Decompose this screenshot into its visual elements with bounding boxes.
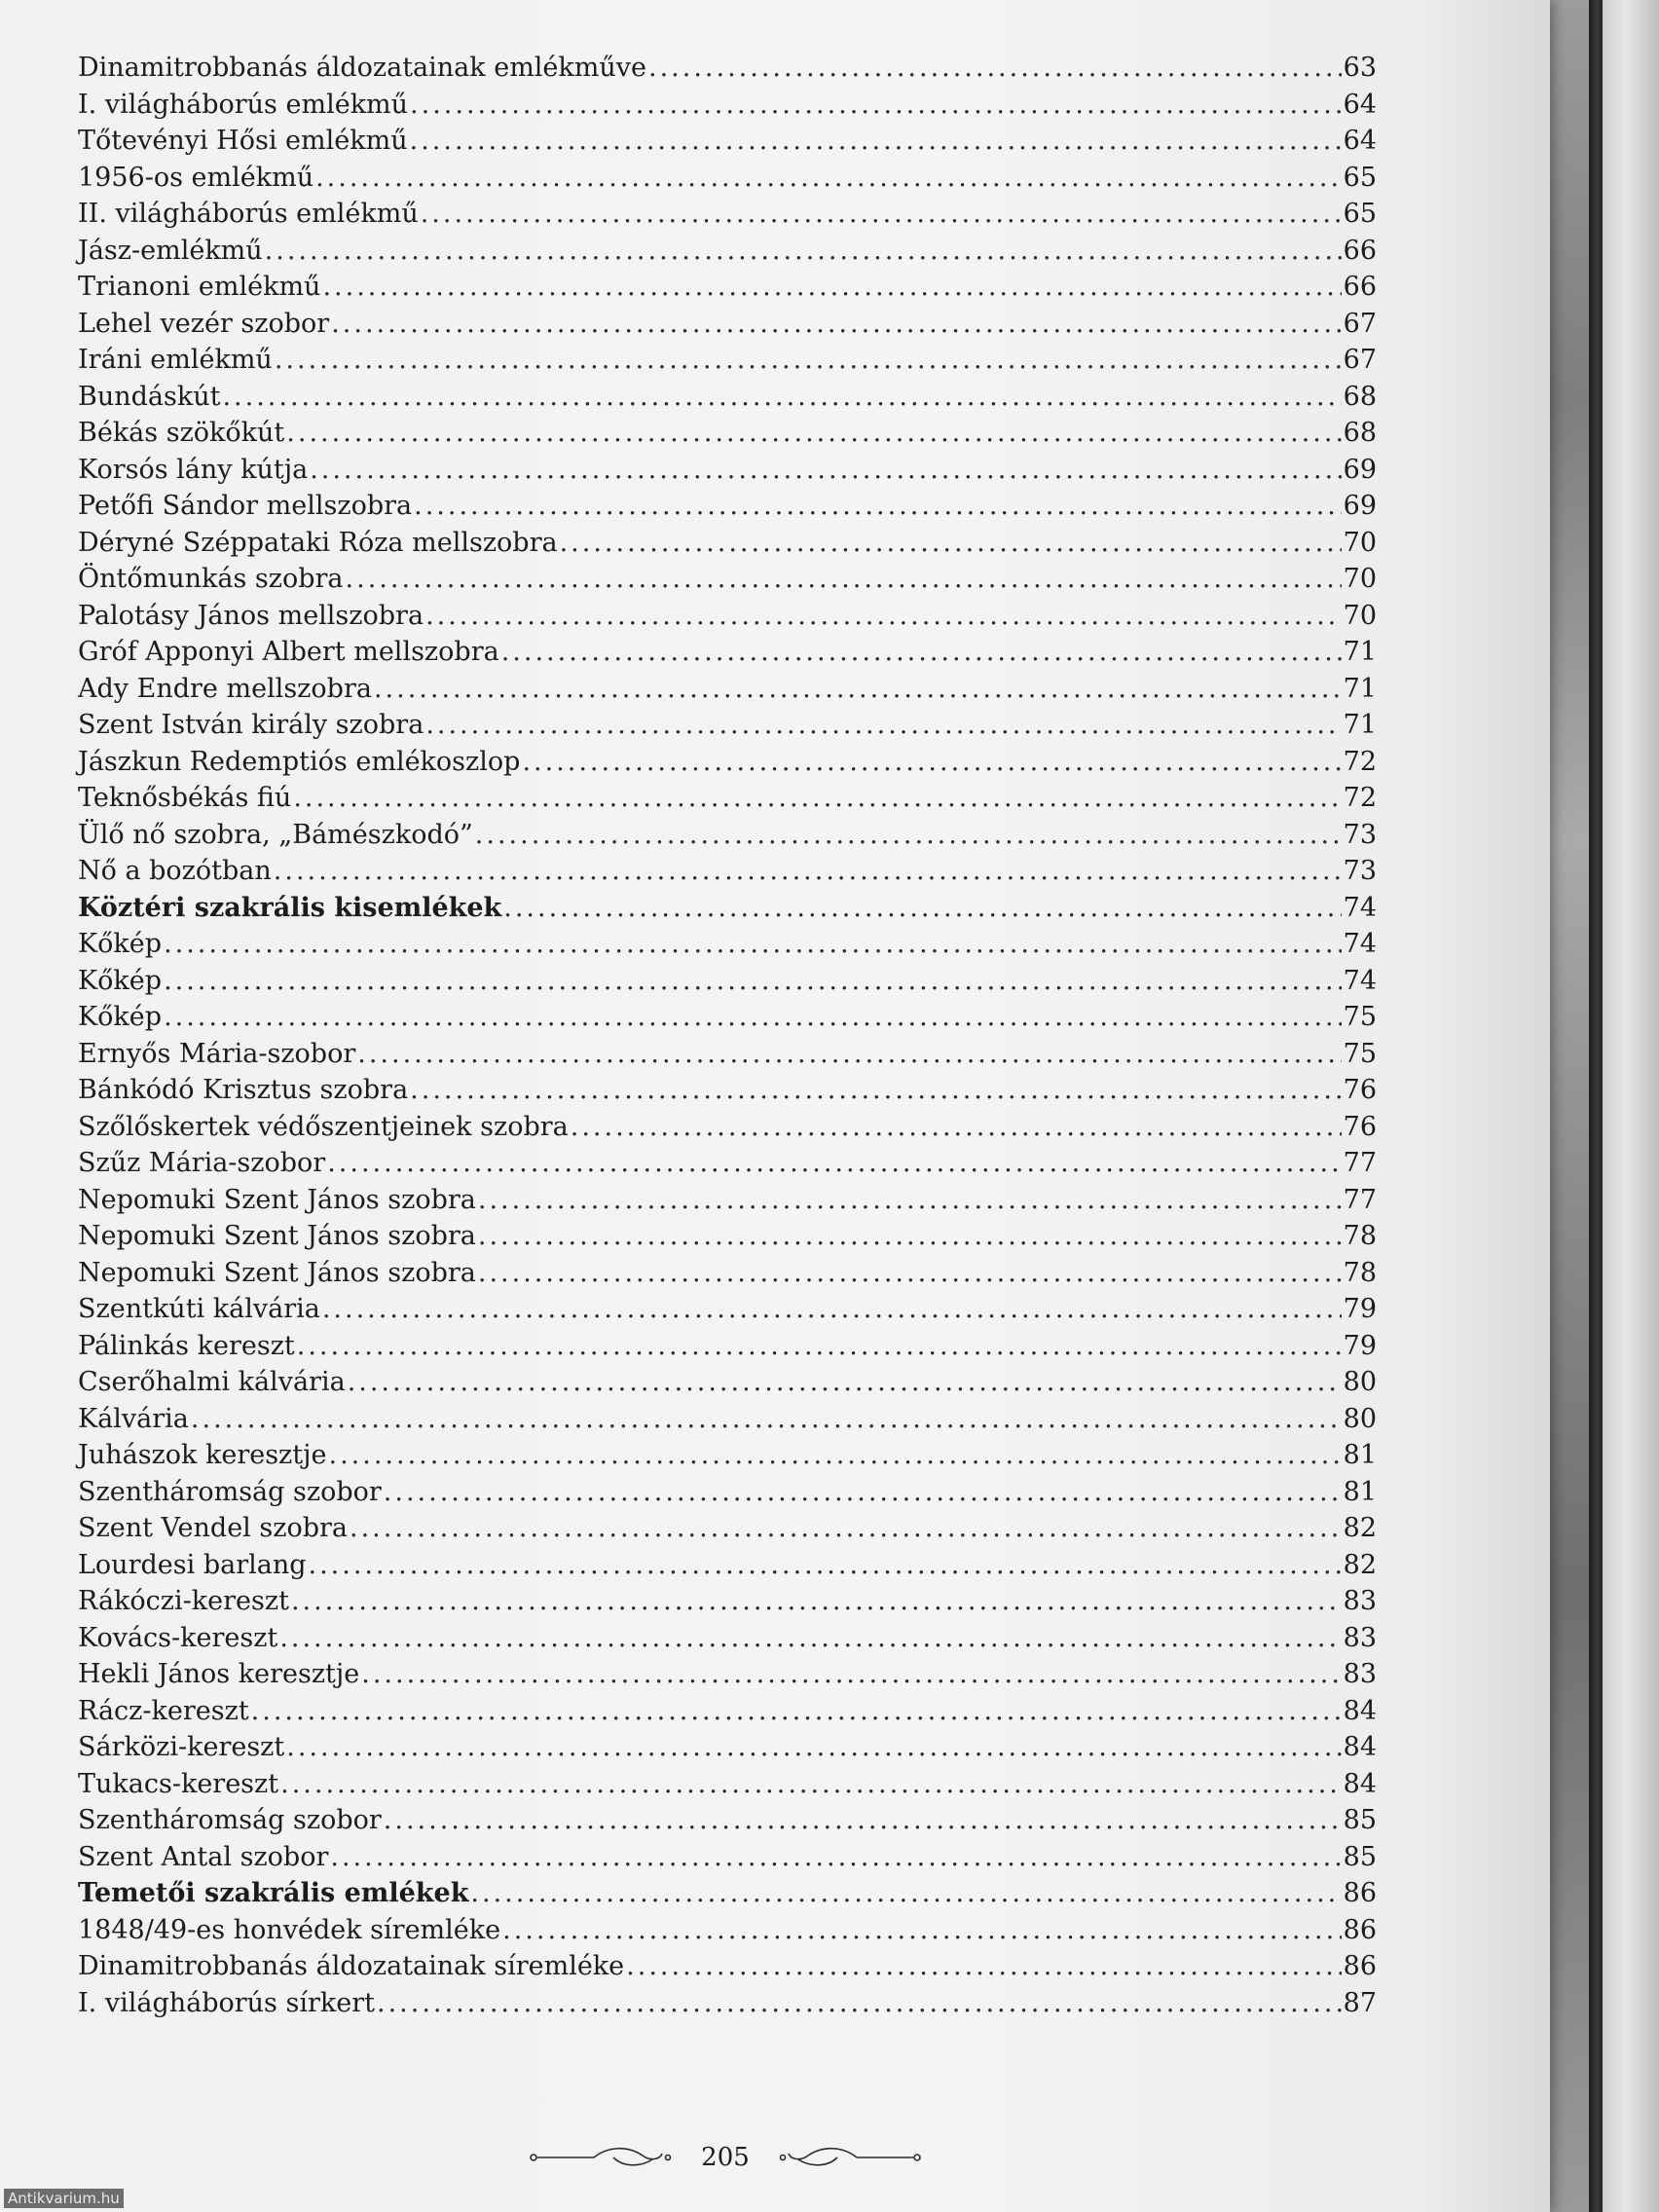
toc-entry-title: Ady Endre mellszobra	[78, 673, 372, 704]
dot-leader	[191, 1404, 1342, 1434]
dot-leader	[164, 1002, 1342, 1032]
toc-entry	[78, 1112, 1377, 1149]
toc-entry-title: Békás szökőkút	[78, 418, 285, 448]
dot-leader	[279, 1623, 1341, 1653]
toc-entry-title: I. világháborús sírkert	[78, 1987, 375, 2018]
dot-leader	[275, 345, 1342, 375]
toc-entry	[78, 491, 1377, 528]
toc-entry-page: 74	[1343, 965, 1377, 996]
toc-entry-page: 78	[1343, 1221, 1377, 1251]
toc-entry-title: Korsós lány kútja	[78, 454, 309, 485]
toc-entry-title: Temetői szakrális emlékek	[78, 1878, 469, 1908]
toc-entry-page: 85	[1343, 1805, 1377, 1835]
dot-leader	[322, 1294, 1342, 1324]
toc-entry	[78, 1404, 1377, 1441]
dot-leader	[310, 455, 1341, 485]
toc-entry-page: 86	[1343, 1878, 1377, 1908]
toc-entry-page: 74	[1343, 892, 1377, 923]
toc-entry-page: 73	[1343, 819, 1377, 850]
toc-entry-title: Ülő nő szobra, „Bámészkodó”	[78, 819, 473, 850]
toc-entry-title: Dinamitrobbanás áldozatainak emlékműve	[78, 53, 646, 83]
table-of-contents	[78, 53, 1377, 2024]
toc-entry-page: 67	[1343, 345, 1377, 375]
toc-entry-title: Köztéri szakrális kisemlékek	[78, 892, 502, 923]
toc-entry	[78, 637, 1377, 674]
toc-entry-title: Déryné Széppataki Róza mellszobra	[78, 527, 558, 558]
toc-entry-title: Hekli János keresztje	[78, 1659, 360, 1689]
toc-entry-title: I. világháborús emlékmű	[78, 89, 409, 120]
dot-leader	[293, 783, 1341, 813]
dot-leader	[425, 601, 1342, 631]
dot-leader	[522, 747, 1341, 777]
toc-entry	[78, 1659, 1377, 1696]
toc-entry-page: 68	[1343, 381, 1377, 412]
toc-entry-page: 65	[1343, 162, 1377, 193]
toc-entry-title: Teknősbékás fiú	[78, 783, 292, 813]
toc-entry-title: II. világháborús emlékmű	[78, 199, 419, 229]
toc-entry-page: 71	[1343, 673, 1377, 704]
toc-entry	[78, 783, 1377, 820]
toc-entry-page: 71	[1343, 637, 1377, 667]
toc-entry-page: 76	[1343, 1111, 1377, 1142]
toc-entry	[78, 1331, 1377, 1368]
toc-entry-title: Palotásy János mellszobra	[78, 600, 424, 631]
toc-entry-page: 72	[1343, 746, 1377, 777]
toc-entry-title: Jász-emlékmű	[78, 235, 263, 266]
toc-entry	[78, 1294, 1377, 1331]
toc-entry	[78, 820, 1377, 857]
toc-entry-title: Nő a bozótban	[78, 856, 272, 886]
dot-leader	[374, 674, 1342, 704]
dot-leader	[478, 1185, 1342, 1215]
toc-entry-page: 86	[1343, 1951, 1377, 1981]
dot-leader	[265, 236, 1342, 266]
dot-leader	[410, 90, 1342, 120]
toc-entry-title: Lourdesi barlang	[78, 1549, 307, 1580]
dot-leader	[626, 1951, 1341, 1981]
toc-entry-page: 66	[1343, 272, 1377, 302]
toc-entry-page: 70	[1343, 600, 1377, 631]
toc-entry	[78, 1075, 1377, 1112]
dot-leader	[384, 1805, 1342, 1835]
dot-leader	[350, 1513, 1342, 1543]
toc-entry-title: Öntőmunkás szobra	[78, 564, 344, 594]
toc-entry-page: 82	[1343, 1549, 1377, 1580]
toc-entry	[78, 1805, 1377, 1842]
dot-leader	[346, 564, 1342, 594]
toc-entry	[78, 1732, 1377, 1769]
toc-entry-title: Petőfi Sándor mellszobra	[78, 491, 413, 521]
dot-leader	[501, 637, 1342, 667]
toc-entry-page: 80	[1343, 1403, 1377, 1434]
toc-entry	[78, 1367, 1377, 1404]
dot-leader	[470, 1878, 1341, 1908]
dot-leader	[348, 1367, 1342, 1397]
toc-entry-title: Szent Antal szobor	[78, 1841, 329, 1872]
toc-entry	[78, 1039, 1377, 1076]
toc-entry-title: 1956-os emlékmű	[78, 162, 314, 193]
toc-entry	[78, 966, 1377, 1003]
toc-entry-page: 83	[1343, 1659, 1377, 1689]
dot-leader	[330, 1842, 1341, 1872]
dot-leader	[286, 1732, 1341, 1762]
toc-entry	[78, 1696, 1377, 1733]
toc-entry-page: 72	[1343, 783, 1377, 813]
toc-entry	[78, 564, 1377, 601]
toc-entry-title: Lehel vezér szobor	[78, 308, 330, 339]
toc-entry-page: 77	[1343, 1184, 1377, 1215]
dot-leader	[560, 528, 1342, 558]
toc-entry-title: Gróf Apponyi Albert mellszobra	[78, 637, 499, 667]
dot-leader	[322, 272, 1341, 302]
toc-entry	[78, 1586, 1377, 1623]
toc-entry-page: 74	[1343, 929, 1377, 959]
dot-leader	[502, 1915, 1342, 1945]
dot-leader	[421, 199, 1342, 229]
toc-entry-page: 68	[1343, 418, 1377, 448]
toc-entry-page: 80	[1343, 1367, 1377, 1397]
toc-entry	[78, 1915, 1377, 1952]
toc-entry	[78, 601, 1377, 638]
toc-entry-page: 84	[1343, 1768, 1377, 1799]
dot-leader	[357, 1039, 1341, 1069]
toc-entry-title: Nepomuki Szent János szobra	[78, 1221, 476, 1251]
toc-entry	[78, 309, 1377, 346]
toc-entry	[78, 1440, 1377, 1477]
toc-entry-title: Sárközi-kereszt	[78, 1732, 285, 1762]
toc-entry	[78, 382, 1377, 419]
dot-leader	[327, 1148, 1341, 1178]
dot-leader	[280, 1769, 1342, 1799]
toc-entry-title: Szentháromság szobor	[78, 1476, 382, 1507]
toc-entry-title: Cserőhalmi kálvária	[78, 1367, 346, 1397]
toc-entry-title: 1848/49-es honvédek síremléke	[78, 1914, 501, 1945]
toc-entry-page: 75	[1343, 1002, 1377, 1032]
dot-leader	[377, 1988, 1342, 2018]
toc-entry-page: 78	[1343, 1257, 1377, 1288]
toc-entry-page: 85	[1343, 1841, 1377, 1872]
book-spine-edge	[1589, 0, 1603, 2212]
dot-leader	[309, 1550, 1342, 1580]
toc-entry-title: Kálvária	[78, 1403, 189, 1434]
toc-entry-title: Kőkép	[78, 965, 163, 996]
toc-entry-page: 77	[1343, 1148, 1377, 1178]
toc-entry-title: Szűz Mária-szobor	[78, 1148, 326, 1178]
toc-entry-title: Bánkódó Krisztus szobra	[78, 1075, 409, 1105]
toc-entry-title: Szent Vendel szobra	[78, 1513, 349, 1543]
toc-entry	[78, 272, 1377, 309]
toc-entry-page: 79	[1343, 1330, 1377, 1361]
toc-entry	[78, 418, 1377, 455]
toc-section-heading	[78, 1878, 1377, 1915]
dot-leader	[478, 1221, 1342, 1251]
toc-entry-page: 69	[1343, 491, 1377, 521]
toc-entry-page: 81	[1343, 1476, 1377, 1507]
toc-entry-title: Rákóczi-kereszt	[78, 1586, 289, 1616]
toc-entry-page: 70	[1343, 527, 1377, 558]
dot-leader	[331, 309, 1341, 339]
toc-entry-title: Juhászok keresztje	[78, 1440, 327, 1470]
dot-leader	[251, 1696, 1342, 1726]
toc-entry	[78, 1769, 1377, 1806]
toc-entry-title: Szentháromság szobor	[78, 1805, 382, 1835]
book-side	[1603, 0, 1659, 2212]
dot-leader	[329, 1440, 1342, 1470]
toc-entry-page: 70	[1343, 564, 1377, 594]
toc-entry	[78, 1477, 1377, 1514]
toc-entry-title: Kőkép	[78, 929, 163, 959]
toc-entry	[78, 1550, 1377, 1587]
dot-leader	[475, 820, 1342, 850]
toc-entry-title: Dinamitrobbanás áldozatainak síremléke	[78, 1951, 625, 1981]
toc-entry-title: Iráni emlékmű	[78, 345, 273, 375]
toc-entry	[78, 1513, 1377, 1550]
toc-entry-page: 65	[1343, 199, 1377, 229]
dot-leader	[315, 163, 1342, 193]
dot-leader	[425, 710, 1341, 740]
toc-entry	[78, 1148, 1377, 1185]
toc-entry	[78, 1221, 1377, 1258]
dot-leader	[291, 1586, 1342, 1616]
page-footer	[526, 2138, 925, 2177]
dot-leader	[286, 418, 1341, 448]
toc-entry-page: 64	[1343, 89, 1377, 120]
dot-leader	[410, 126, 1342, 156]
toc-entry-title: Pálinkás kereszt	[78, 1330, 295, 1361]
toc-entry-page: 66	[1343, 235, 1377, 266]
dot-leader	[648, 53, 1342, 83]
dot-leader	[478, 1258, 1342, 1288]
toc-entry-page: 82	[1343, 1513, 1377, 1543]
dot-leader	[414, 491, 1342, 521]
toc-entry	[78, 1258, 1377, 1295]
toc-entry-page: 84	[1343, 1695, 1377, 1726]
toc-entry-title: Trianoni emlékmű	[78, 272, 321, 302]
toc-entry-page: 64	[1343, 126, 1377, 156]
watermark: Antikvarium.hu	[4, 2189, 124, 2208]
dot-leader	[164, 929, 1342, 959]
toc-entry-page: 84	[1343, 1732, 1377, 1762]
dot-leader	[503, 893, 1341, 923]
toc-entry-page: 87	[1343, 1987, 1377, 2018]
toc-entry	[78, 1623, 1377, 1660]
toc-entry-page: 83	[1343, 1622, 1377, 1653]
toc-entry	[78, 199, 1377, 236]
toc-entry-title: Rácz-kereszt	[78, 1695, 249, 1726]
toc-entry-page: 69	[1343, 454, 1377, 485]
toc-entry	[78, 236, 1377, 273]
toc-entry	[78, 53, 1377, 90]
dot-leader	[384, 1477, 1342, 1507]
toc-entry-page: 71	[1343, 710, 1377, 740]
toc-entry	[78, 345, 1377, 382]
toc-entry	[78, 1185, 1377, 1222]
toc-entry-title: Szentkúti kálvária	[78, 1294, 320, 1324]
toc-entry	[78, 455, 1377, 492]
toc-entry	[78, 674, 1377, 711]
toc-entry	[78, 90, 1377, 127]
toc-entry-title: Nepomuki Szent János szobra	[78, 1257, 476, 1288]
toc-entry-title: Szőlőskertek védőszentjeinek szobra	[78, 1111, 569, 1142]
toc-entry-page: 81	[1343, 1440, 1377, 1470]
toc-entry-title: Nepomuki Szent János szobra	[78, 1184, 476, 1215]
dot-leader	[274, 856, 1342, 886]
toc-entry	[78, 747, 1377, 784]
toc-entry-page: 86	[1343, 1914, 1377, 1945]
dot-leader	[571, 1112, 1342, 1142]
toc-entry	[78, 710, 1377, 747]
toc-entry-title: Tőtevényi Hősi emlékmű	[78, 126, 408, 156]
toc-entry-page: 73	[1343, 856, 1377, 886]
toc-entry	[78, 1842, 1377, 1879]
dot-leader	[164, 966, 1342, 996]
toc-entry	[78, 1002, 1377, 1039]
toc-entry	[78, 1988, 1377, 2025]
toc-entry-page: 79	[1343, 1294, 1377, 1324]
toc-entry-title: Szent István király szobra	[78, 710, 424, 740]
toc-entry-title: Kőkép	[78, 1002, 163, 1032]
toc-entry	[78, 163, 1377, 200]
page-number: 205	[701, 2143, 750, 2172]
toc-entry-title: Kovács-kereszt	[78, 1622, 278, 1653]
toc-entry	[78, 929, 1377, 966]
toc-entry-title: Jászkun Redemptiós emlékoszlop	[78, 746, 521, 777]
toc-entry-page: 83	[1343, 1586, 1377, 1616]
toc-entry	[78, 528, 1377, 565]
toc-entry-page: 67	[1343, 308, 1377, 339]
toc-entry-title: Bundáskút	[78, 381, 221, 412]
dot-leader	[222, 382, 1341, 412]
dot-leader	[410, 1075, 1341, 1105]
toc-entry	[78, 1951, 1377, 1988]
toc-entry-title: Ernyős Mária-szobor	[78, 1038, 356, 1069]
toc-entry-title: Tukacs-kereszt	[78, 1768, 279, 1799]
toc-entry-page: 75	[1343, 1038, 1377, 1069]
dot-leader	[361, 1659, 1341, 1689]
toc-section-heading	[78, 893, 1377, 930]
toc-entry-page: 76	[1343, 1075, 1377, 1105]
dot-leader	[297, 1331, 1342, 1361]
toc-entry-page: 63	[1343, 53, 1377, 83]
toc-entry	[78, 126, 1377, 163]
toc-entry	[78, 856, 1377, 893]
